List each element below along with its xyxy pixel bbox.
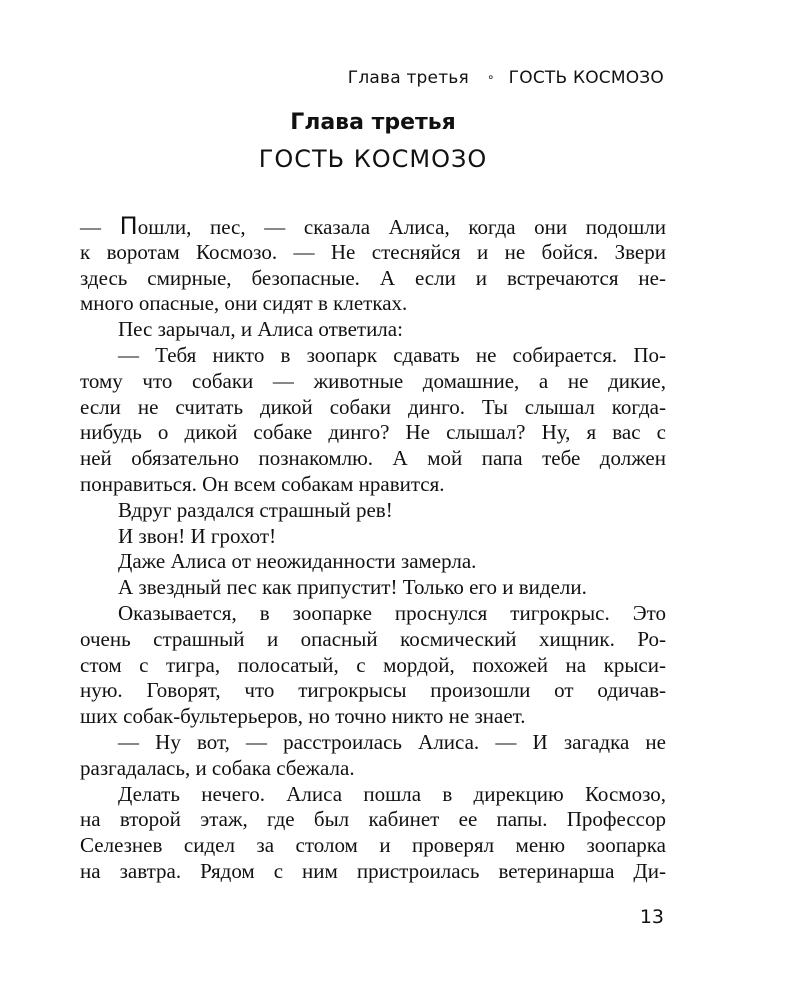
- text-line: ную. Говорят, что тигрокрысы произошли от одичав-: [80, 678, 666, 703]
- page-number: 13: [639, 906, 664, 928]
- first-dash: —: [80, 215, 120, 239]
- running-head: [348, 68, 664, 88]
- text-line: нибудь о дикой собаке динго? Не слышал? Ну, я вас с: [80, 420, 666, 445]
- text-line: ших собак-бультерьеров, но точно никто не знает.: [80, 704, 526, 729]
- body-text: [80, 214, 666, 885]
- chapter-title: ГОСТЬ КОСМОЗО: [258, 145, 488, 173]
- text-line: Селезнев сидел за столом и проверял меню зоопарка: [80, 833, 666, 858]
- text-line: здесь смирные, безопасные. А если и встречаются не-: [80, 265, 666, 290]
- running-head-separator-icon: ∘: [486, 70, 495, 84]
- text-line: А звездный пес как припустит! Только его и видели.: [118, 575, 587, 600]
- text-line: — Ну вот, — расстроилась Алиса. — И загадка не: [118, 729, 666, 754]
- text-line: Оказывается, в зоопарке проснулся тигрокрыс. Это: [118, 600, 666, 625]
- text-line: Пес зарычал, и Алиса ответила:: [118, 317, 403, 342]
- chapter-label: Глава третья: [290, 110, 456, 135]
- text-line: стом с тигра, полосатый, с мордой, похожей на крыси-: [80, 652, 666, 677]
- text-line: разгадалась, и собака сбежала.: [80, 755, 355, 780]
- text-line: к воротам Космозо. — Не стесняйся и не бойся. Звери: [80, 239, 666, 264]
- text-line: Делать нечего. Алиса пошла в дирекцию Космозо,: [118, 781, 666, 806]
- first-line-rest: ошли, пес, — сказала Алиса, когда они подошли: [137, 215, 666, 239]
- text-line: на завтра. Рядом с ним пристроилась ветеринарша Ди-: [80, 858, 666, 883]
- running-head-title: ГОСТЬ КОСМОЗО: [508, 68, 664, 88]
- text-line: [80, 214, 666, 240]
- text-line: очень страшный и опасный космический хищник. Ро-: [80, 626, 666, 651]
- text-line: понравиться. Он всем собакам нравится.: [80, 471, 445, 496]
- text-line: ней обязательно познакомлю. А мой папа тебе должен: [80, 446, 666, 471]
- text-line: если не считать дикой собаки динго. Ты слышал когда-: [80, 394, 666, 419]
- text-line: — Тебя никто в зоопарк сдавать не собирается. По-: [118, 342, 666, 367]
- running-head-chapter: Глава третья: [347, 68, 469, 88]
- text-line: Вдруг раздался страшный рев!: [118, 497, 393, 522]
- initial-letter: П: [119, 212, 138, 240]
- text-line: тому что собаки — животные домашние, а не дикие,: [80, 368, 666, 393]
- text-line: И звон! И грохот!: [118, 523, 277, 548]
- text-line: много опасные, они сидят в клетках.: [80, 291, 408, 316]
- text-line: Даже Алиса от неожиданности замерла.: [118, 549, 477, 574]
- text-line: на второй этаж, где был кабинет ее папы. Профессор: [80, 807, 666, 832]
